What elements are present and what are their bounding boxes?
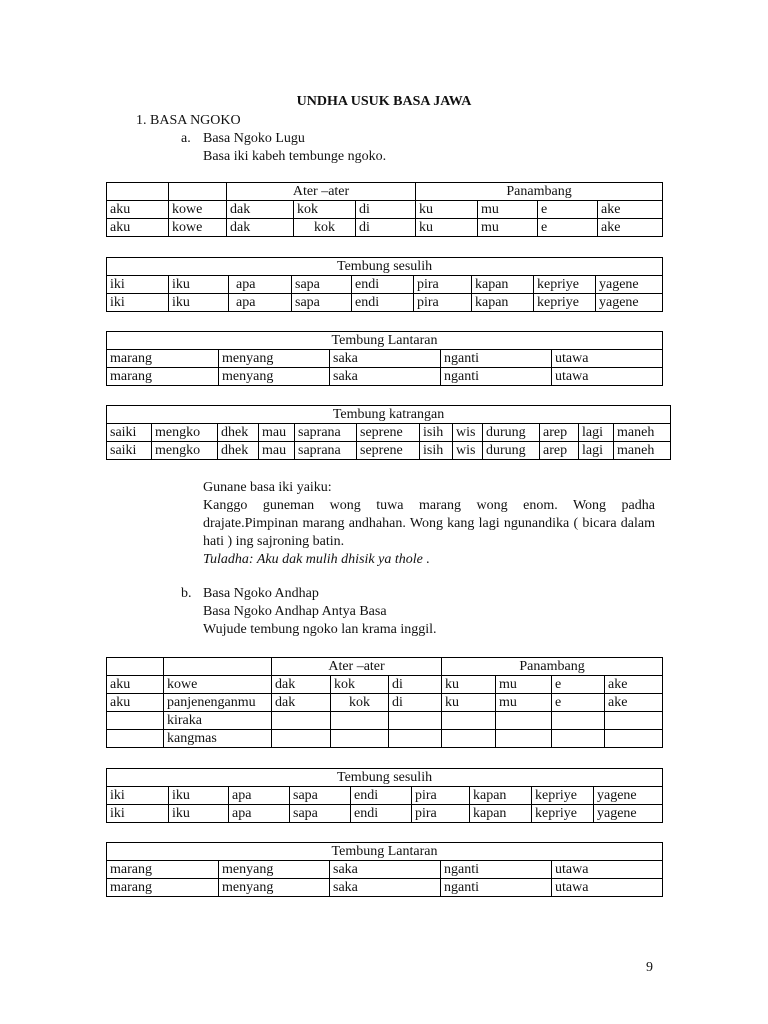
- table-cell: maneh: [614, 442, 671, 460]
- table-cell: iki: [107, 294, 169, 312]
- table-a-tembung-sesulih: [106, 257, 663, 312]
- table-cell: [496, 712, 552, 730]
- table-header-row: [107, 332, 663, 350]
- table-row: [107, 694, 663, 712]
- table-cell: iku: [169, 787, 229, 805]
- table-cell: iki: [107, 276, 169, 294]
- table-cell: marang: [107, 350, 219, 368]
- table-cell: utawa: [552, 879, 663, 897]
- table-cell: yagene: [594, 805, 663, 823]
- table-cell: apa: [229, 787, 290, 805]
- table-b-tembung-sesulih: [106, 768, 663, 823]
- header-cell: Tembung Lantaran: [107, 332, 663, 350]
- table-cell: kapan: [472, 276, 534, 294]
- table-cell: dak: [272, 676, 331, 694]
- table-cell: arep: [540, 424, 579, 442]
- table-cell: [272, 730, 331, 748]
- table-cell: kepriye: [532, 805, 594, 823]
- table-cell: endi: [352, 276, 414, 294]
- table-cell: wis: [453, 442, 483, 460]
- table-cell: aku: [107, 201, 169, 219]
- table-cell: di: [356, 219, 416, 237]
- table-cell: dak: [272, 694, 331, 712]
- section-a-description: Basa iki kabeh tembunge ngoko.: [203, 149, 387, 164]
- table-cell: mu: [496, 694, 552, 712]
- table-cell: saka: [330, 368, 441, 386]
- header-cell-panambang: Panambang: [442, 658, 663, 676]
- table-cell: nganti: [441, 368, 552, 386]
- table-cell: apa: [229, 294, 292, 312]
- table-cell: seprene: [357, 424, 420, 442]
- table-cell: kapan: [470, 787, 532, 805]
- table-a-ater-panambang: [106, 182, 663, 237]
- header-cell-ater: Ater –ater: [227, 183, 416, 201]
- table-cell: [389, 712, 442, 730]
- table-cell: sapa: [290, 805, 351, 823]
- header-cell-ater: Ater –ater: [272, 658, 442, 676]
- table-cell: yagene: [596, 276, 663, 294]
- table-cell: kowe: [169, 219, 227, 237]
- table-cell: [442, 730, 496, 748]
- usage-example: Tuladha: Aku dak mulih dhisik ya thole .: [203, 552, 430, 567]
- table-cell: [605, 730, 663, 748]
- table-cell: sapa: [290, 787, 351, 805]
- header-cell-panambang: Panambang: [416, 183, 663, 201]
- section-b-title: Basa Ngoko Andhap: [203, 586, 319, 601]
- table-cell: e: [552, 676, 605, 694]
- table-cell: [552, 712, 605, 730]
- table-cell: kepriye: [534, 276, 596, 294]
- table-b-tembung-lantaran: [106, 842, 663, 897]
- table-cell: kapan: [472, 294, 534, 312]
- document-title: UNDHA USUK BASA JAWA: [296, 94, 472, 109]
- table-row: [107, 787, 663, 805]
- table-cell: pira: [414, 276, 472, 294]
- table-cell: utawa: [552, 861, 663, 879]
- table-cell: e: [538, 219, 598, 237]
- table-row: [107, 368, 663, 386]
- table-header-row: [107, 843, 663, 861]
- table-cell: lagi: [579, 424, 614, 442]
- table-cell: durung: [483, 424, 540, 442]
- table-cell: durung: [483, 442, 540, 460]
- header-cell: Tembung katrangan: [107, 406, 671, 424]
- table-cell: kok: [331, 694, 389, 712]
- table-cell: [389, 730, 442, 748]
- table-cell: saiki: [107, 424, 152, 442]
- table-cell: dhek: [218, 442, 259, 460]
- table-row: [107, 350, 663, 368]
- table-cell: di: [356, 201, 416, 219]
- table-cell: [552, 730, 605, 748]
- section-a-label: a.: [181, 131, 191, 146]
- header-cell: [107, 658, 164, 676]
- table-header-row: [107, 769, 663, 787]
- section-b-description: Wujude tembung ngoko lan krama inggil.: [203, 622, 437, 637]
- table-cell: lagi: [579, 442, 614, 460]
- table-cell: [331, 712, 389, 730]
- table-cell: pira: [412, 787, 470, 805]
- table-cell: mu: [496, 676, 552, 694]
- table-cell: saprana: [295, 442, 357, 460]
- table-cell: [442, 712, 496, 730]
- table-header-row: [107, 183, 663, 201]
- table-cell: kepriye: [534, 294, 596, 312]
- table-cell: arep: [540, 442, 579, 460]
- table-cell: pira: [414, 294, 472, 312]
- table-row: [107, 805, 663, 823]
- table-header-row: [107, 258, 663, 276]
- table-cell: iku: [169, 276, 229, 294]
- usage-heading: Gunane basa iki yaiku:: [203, 480, 332, 495]
- table-cell: [272, 712, 331, 730]
- table-cell: [496, 730, 552, 748]
- table-cell: ku: [416, 201, 478, 219]
- usage-paragraph: [203, 479, 655, 569]
- table-cell: mau: [259, 442, 295, 460]
- table-a-tembung-lantaran: [106, 331, 663, 386]
- table-cell: maneh: [614, 424, 671, 442]
- table-cell: marang: [107, 861, 219, 879]
- table-cell: aku: [107, 694, 164, 712]
- table-cell: ake: [605, 676, 663, 694]
- table-cell: kangmas: [164, 730, 272, 748]
- table-cell: isih: [420, 424, 453, 442]
- table-cell: aku: [107, 219, 169, 237]
- table-row: [107, 201, 663, 219]
- table-cell: utawa: [552, 350, 663, 368]
- table-cell: menyang: [219, 879, 330, 897]
- table-cell: menyang: [219, 368, 330, 386]
- table-cell: di: [389, 694, 442, 712]
- table-cell: kok: [294, 201, 356, 219]
- section-1-heading: 1. BASA NGOKO: [136, 113, 241, 128]
- usage-body: Kanggo guneman wong tuwa marang wong enom. Wong padha drajate.Pimpinan marang andhahan. Wong kang lagi ngunandika ( bicara dalam hati ) ing sajroning batin.: [203, 498, 655, 549]
- header-cell: Tembung sesulih: [107, 769, 663, 787]
- table-cell: iku: [169, 805, 229, 823]
- table-a-tembung-katrangan: [106, 405, 671, 460]
- table-cell: iki: [107, 805, 169, 823]
- table-cell: di: [389, 676, 442, 694]
- table-cell: dhek: [218, 424, 259, 442]
- table-cell: sapa: [292, 294, 352, 312]
- table-cell: ake: [598, 201, 663, 219]
- table-cell: nganti: [441, 861, 552, 879]
- table-cell: yagene: [596, 294, 663, 312]
- table-row: [107, 219, 663, 237]
- table-cell: ku: [442, 676, 496, 694]
- table-cell: saiki: [107, 442, 152, 460]
- table-cell: [107, 712, 164, 730]
- table-row: [107, 294, 663, 312]
- header-cell: [107, 183, 169, 201]
- table-cell: nganti: [441, 350, 552, 368]
- table-row: [107, 276, 663, 294]
- table-row: [107, 442, 671, 460]
- table-cell: marang: [107, 879, 219, 897]
- table-header-row: [107, 658, 663, 676]
- table-cell: kapan: [470, 805, 532, 823]
- header-cell: Tembung Lantaran: [107, 843, 663, 861]
- table-cell: kowe: [164, 676, 272, 694]
- table-row: [107, 712, 663, 730]
- header-cell: Tembung sesulih: [107, 258, 663, 276]
- table-cell: kok: [331, 676, 389, 694]
- page-number: 9: [646, 960, 653, 975]
- table-cell: [331, 730, 389, 748]
- table-cell: ake: [598, 219, 663, 237]
- table-cell: sapa: [292, 276, 352, 294]
- table-cell: mau: [259, 424, 295, 442]
- header-cell: [164, 658, 272, 676]
- table-cell: e: [552, 694, 605, 712]
- table-cell: saprana: [295, 424, 357, 442]
- table-cell: mu: [478, 219, 538, 237]
- table-cell: mengko: [152, 424, 218, 442]
- table-cell: wis: [453, 424, 483, 442]
- section-a-title: Basa Ngoko Lugu: [203, 131, 305, 146]
- table-cell: iku: [169, 294, 229, 312]
- section-b-label: b.: [181, 586, 192, 601]
- table-b-ater-panambang: [106, 657, 663, 748]
- table-row: [107, 730, 663, 748]
- table-cell: e: [538, 201, 598, 219]
- table-row: [107, 676, 663, 694]
- table-cell: ake: [605, 694, 663, 712]
- table-cell: ku: [442, 694, 496, 712]
- table-cell: [107, 730, 164, 748]
- table-cell: endi: [352, 294, 414, 312]
- table-cell: utawa: [552, 368, 663, 386]
- table-cell: saka: [330, 861, 441, 879]
- table-cell: seprene: [357, 442, 420, 460]
- table-cell: aku: [107, 676, 164, 694]
- table-cell: kok: [294, 219, 356, 237]
- table-cell: endi: [351, 805, 412, 823]
- table-cell: marang: [107, 368, 219, 386]
- table-cell: kepriye: [532, 787, 594, 805]
- table-cell: nganti: [441, 879, 552, 897]
- table-cell: mu: [478, 201, 538, 219]
- table-cell: dak: [227, 219, 294, 237]
- table-row: [107, 861, 663, 879]
- table-cell: endi: [351, 787, 412, 805]
- table-row: [107, 879, 663, 897]
- table-cell: mengko: [152, 442, 218, 460]
- header-cell: [169, 183, 227, 201]
- table-cell: pira: [412, 805, 470, 823]
- table-header-row: [107, 406, 671, 424]
- table-cell: panjenenganmu: [164, 694, 272, 712]
- table-cell: menyang: [219, 350, 330, 368]
- table-cell: saka: [330, 879, 441, 897]
- table-cell: menyang: [219, 861, 330, 879]
- table-row: [107, 424, 671, 442]
- table-cell: apa: [229, 805, 290, 823]
- table-cell: yagene: [594, 787, 663, 805]
- section-b-subtitle: Basa Ngoko Andhap Antya Basa: [203, 604, 387, 619]
- table-cell: [605, 712, 663, 730]
- table-cell: kiraka: [164, 712, 272, 730]
- table-cell: apa: [229, 276, 292, 294]
- table-cell: saka: [330, 350, 441, 368]
- table-cell: kowe: [169, 201, 227, 219]
- table-cell: dak: [227, 201, 294, 219]
- table-cell: iki: [107, 787, 169, 805]
- table-cell: isih: [420, 442, 453, 460]
- table-cell: ku: [416, 219, 478, 237]
